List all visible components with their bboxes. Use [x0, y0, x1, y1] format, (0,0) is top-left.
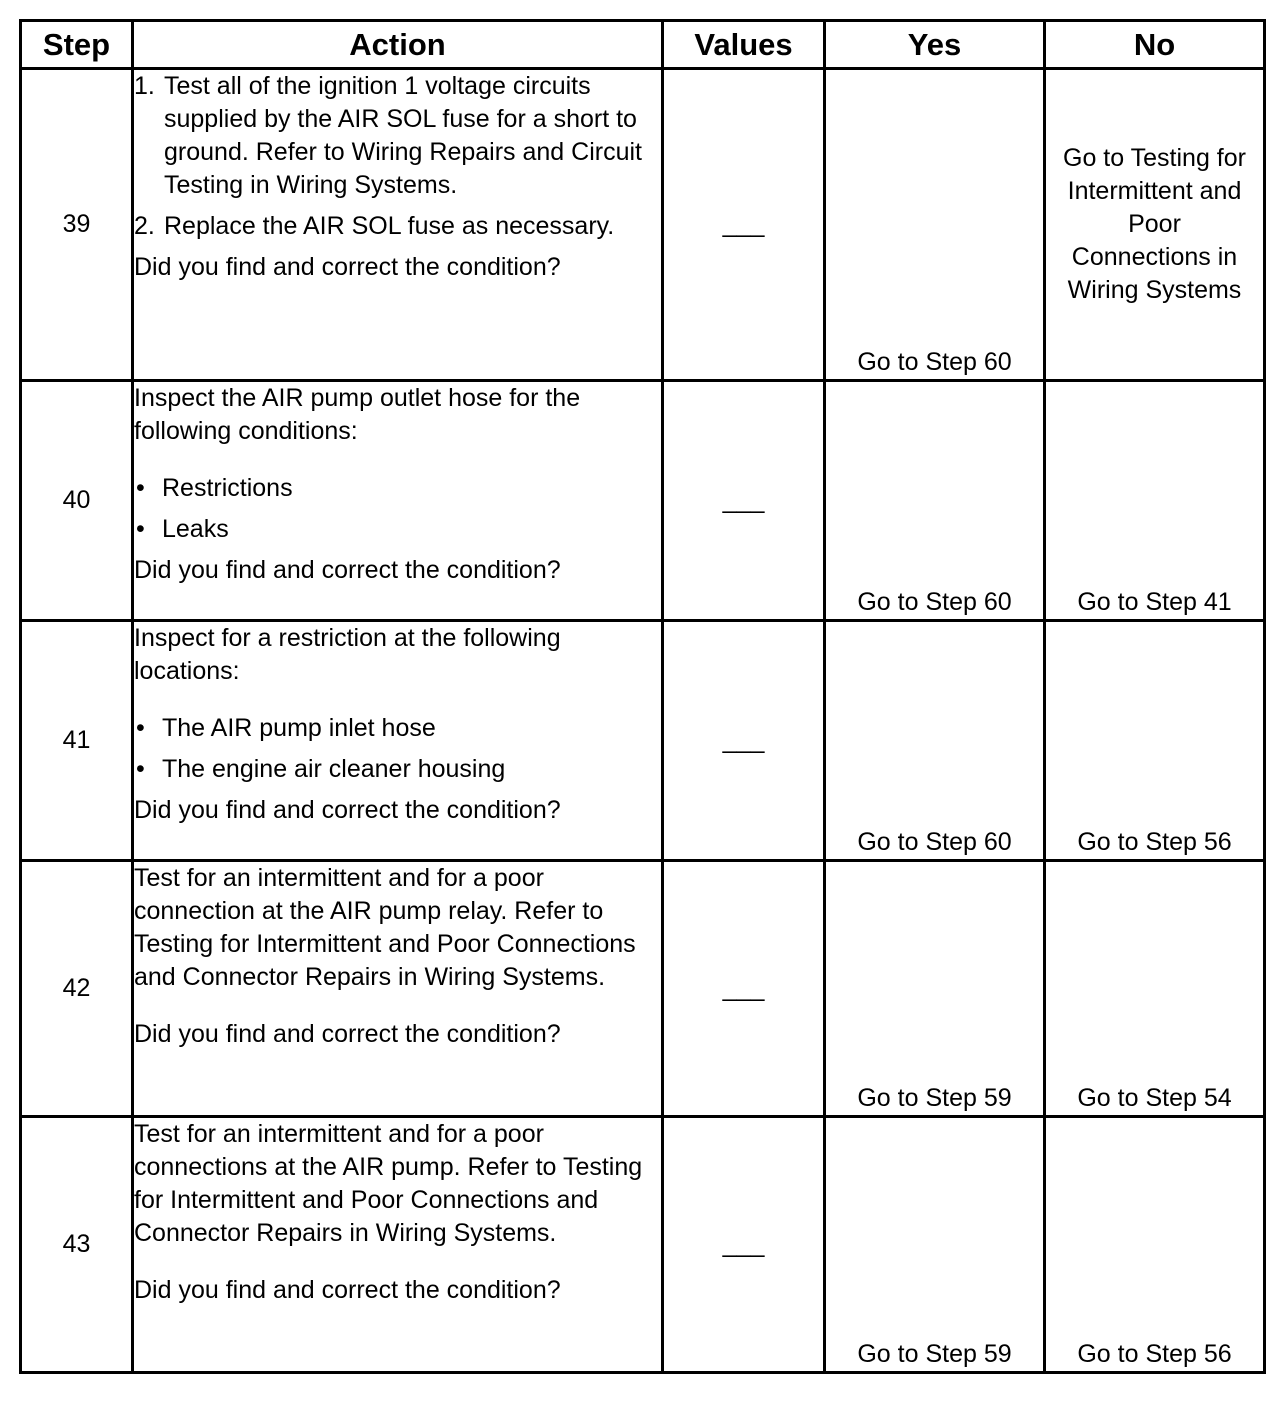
- table-row: [21, 621, 1265, 861]
- action-cell: [133, 381, 663, 621]
- list-item-text: The engine air cleaner housing: [162, 755, 506, 783]
- list-item-text: Restrictions: [162, 474, 293, 502]
- bullet-list: [134, 712, 661, 786]
- action-cell: [133, 69, 663, 381]
- step-number: 42: [21, 861, 133, 1117]
- list-item: 1. Test all of the ignition 1 voltage circuits supplied by the AIR SOL fuse for a short to ground. Refer to Wiring Repairs and Circuit Testing in Wiring Systems.: [134, 70, 661, 202]
- list-item: • Restrictions: [134, 472, 661, 505]
- action-question: Did you find and correct the condition?: [134, 556, 561, 584]
- header-action: Action: [133, 21, 663, 69]
- numbered-list: [134, 70, 661, 243]
- header-values: Values: [663, 21, 825, 69]
- table-row: [21, 69, 1265, 381]
- values-cell: ___: [663, 381, 825, 621]
- values-cell: ___: [663, 69, 825, 381]
- table-row: [21, 861, 1265, 1117]
- no-cell: Go to Step 56: [1045, 1117, 1265, 1373]
- values-cell: ___: [663, 621, 825, 861]
- yes-cell: Go to Step 60: [825, 69, 1045, 381]
- no-cell: Go to Step 54: [1045, 861, 1265, 1117]
- yes-cell: Go to Step 60: [825, 381, 1045, 621]
- list-item: • Leaks: [134, 513, 661, 546]
- yes-cell: Go to Step 59: [825, 1117, 1045, 1373]
- yes-cell: Go to Step 59: [825, 861, 1045, 1117]
- list-item-text: Replace the AIR SOL fuse as necessary.: [164, 212, 615, 240]
- action-intro: Inspect the AIR pump outlet hose for the following conditions:: [134, 384, 581, 445]
- action-question: Did you find and correct the condition?: [134, 1276, 561, 1304]
- step-number: 41: [21, 621, 133, 861]
- step-number: 40: [21, 381, 133, 621]
- diagnostic-table: [19, 19, 1266, 1374]
- step-number: 43: [21, 1117, 133, 1373]
- action-cell: [133, 1117, 663, 1373]
- values-cell: ___: [663, 861, 825, 1117]
- header-step: Step: [21, 21, 133, 69]
- action-question: Did you find and correct the condition?: [134, 1020, 561, 1048]
- action-question: Did you find and correct the condition?: [134, 253, 561, 281]
- table-row: [21, 381, 1265, 621]
- header-yes: Yes: [825, 21, 1045, 69]
- action-question: Did you find and correct the condition?: [134, 796, 561, 824]
- list-item-text: Test all of the ignition 1 voltage circuits supplied by the AIR SOL fuse for a short to ground. Refer to Wiring Repairs and Circuit Testing in Wiring Systems.: [164, 72, 642, 199]
- values-cell: ___: [663, 1117, 825, 1373]
- list-item: • The engine air cleaner housing: [134, 753, 661, 786]
- step-number: 39: [21, 69, 133, 381]
- action-intro: Test for an intermittent and for a poor connections at the AIR pump. Refer to Testing for Intermittent and Poor Connections and Connector Repairs in Wiring Systems.: [134, 1120, 643, 1247]
- action-cell: [133, 861, 663, 1117]
- list-item-text: Leaks: [162, 515, 229, 543]
- yes-cell: Go to Step 60: [825, 621, 1045, 861]
- list-item: 2. Replace the AIR SOL fuse as necessary.: [134, 210, 661, 243]
- table-row: [21, 1117, 1265, 1373]
- list-item: • The AIR pump inlet hose: [134, 712, 661, 745]
- list-item-text: The AIR pump inlet hose: [162, 714, 436, 742]
- header-no: No: [1045, 21, 1265, 69]
- no-cell: Go to Step 41: [1045, 381, 1265, 621]
- action-cell: [133, 621, 663, 861]
- action-intro: Test for an intermittent and for a poor connection at the AIR pump relay. Refer to Testing for Intermittent and Poor Connections and Connector Repairs in Wiring Systems.: [134, 864, 636, 991]
- no-cell: Go to Step 56: [1045, 621, 1265, 861]
- no-cell: Go to Testing for Intermittent and Poor Connections in Wiring Systems: [1045, 69, 1265, 381]
- action-intro: Inspect for a restriction at the following locations:: [134, 624, 561, 685]
- bullet-list: [134, 472, 661, 546]
- header-row: [21, 21, 1265, 69]
